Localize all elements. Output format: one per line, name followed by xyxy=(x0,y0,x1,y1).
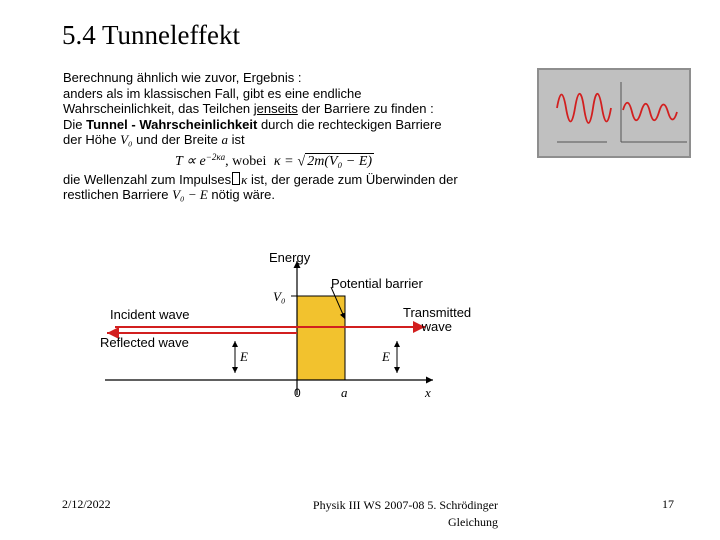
body-line-3 xyxy=(63,101,513,117)
formula-root: 2m(V₀ − E) xyxy=(307,154,373,170)
body-line-5-b: und der Breite xyxy=(132,132,222,147)
body-line-7-b: nötig wäre. xyxy=(207,187,275,203)
x-label: x xyxy=(425,385,431,400)
v0-label: V₀ xyxy=(273,289,286,304)
body-line-4-bold-prob: Wahrscheinlichkeit xyxy=(139,116,258,132)
formula-exponent: −2κa xyxy=(205,151,226,162)
origin-label: 0 xyxy=(294,386,301,400)
e-label-left: E xyxy=(240,349,248,364)
body-line-6-b: ist, der gerade zum Überwinden der xyxy=(247,171,458,187)
page-number: 17 xyxy=(662,497,674,511)
thumb-wave-left xyxy=(557,94,611,123)
body-line-6-a: die Wellenzahl zum Impulses xyxy=(63,171,232,187)
body-line-4-pre: Die xyxy=(63,116,87,132)
body-line-3-underlined: jenseits xyxy=(253,101,298,116)
body-line-4-dash: - xyxy=(127,116,140,132)
a-label: a xyxy=(341,385,348,400)
slide-title: 5.4 Tunneleffekt xyxy=(62,20,241,50)
formula-kappa: κ = xyxy=(273,154,294,170)
missing-glyph-icon xyxy=(232,172,240,185)
body-line-4-post: durch die rechteckigen Barriere xyxy=(257,116,442,132)
potential-barrier xyxy=(297,296,345,380)
transmitted-label-2: wave xyxy=(421,319,452,334)
body-line-4 xyxy=(63,117,513,133)
a-symbol: a xyxy=(221,132,228,147)
body-line-7 xyxy=(63,187,513,203)
energy-label: Energy xyxy=(269,250,311,265)
body-line-5 xyxy=(63,132,513,148)
slide-body-text xyxy=(63,70,513,203)
footer-course-line-2: Gleichung xyxy=(448,515,498,529)
tunnel-diagram xyxy=(95,245,472,405)
body-line-1: Berechnung ähnlich wie zuvor, Ergebnis : xyxy=(63,70,302,85)
body-line-2: anders als im klassischen Fall, gibt es eine endliche xyxy=(63,85,362,101)
footer-course-line-1: Physik III WS 2007-08 5. Schrödinger xyxy=(312,498,498,512)
incident-wave-label: Incident wave xyxy=(110,307,190,322)
v0-symbol: V₀ xyxy=(120,132,133,147)
body-line-5-c: ist xyxy=(227,132,245,147)
tunnel-formula: $T \propto e^{-2\kappa a}$, wobei κ = √ 2m(V₀ − E) xyxy=(175,151,373,170)
v0-minus-e: V₀ − E xyxy=(172,187,208,203)
potential-barrier-label: Potential barrier xyxy=(331,276,423,291)
body-line-7-a: restlichen Barriere xyxy=(63,187,173,203)
thumb-wave-right xyxy=(623,103,677,121)
footer-course xyxy=(258,497,498,531)
body-line-5-a: der Höhe xyxy=(63,132,121,147)
e-label-right: E xyxy=(382,349,390,364)
body-line-3-pre: Wahrscheinlichkeit, das Teilchen xyxy=(63,101,254,116)
wave-thumbnail xyxy=(537,68,691,158)
kappa-symbol: κ xyxy=(241,171,248,187)
formula-separator: , wobei xyxy=(225,154,267,170)
body-line-4-bold-tunnel: Tunnel xyxy=(86,116,128,132)
wave-thumbnail-icon xyxy=(539,70,689,156)
body-line-3-post: der Barriere zu finden : xyxy=(297,101,434,116)
transmitted-label-1: Transmitted xyxy=(403,305,472,320)
formula-t: T ∝ e xyxy=(175,154,206,170)
footer-date: 2/12/2022 xyxy=(62,497,111,511)
body-line-6 xyxy=(63,172,513,188)
reflected-wave-label: Reflected wave xyxy=(100,335,189,350)
